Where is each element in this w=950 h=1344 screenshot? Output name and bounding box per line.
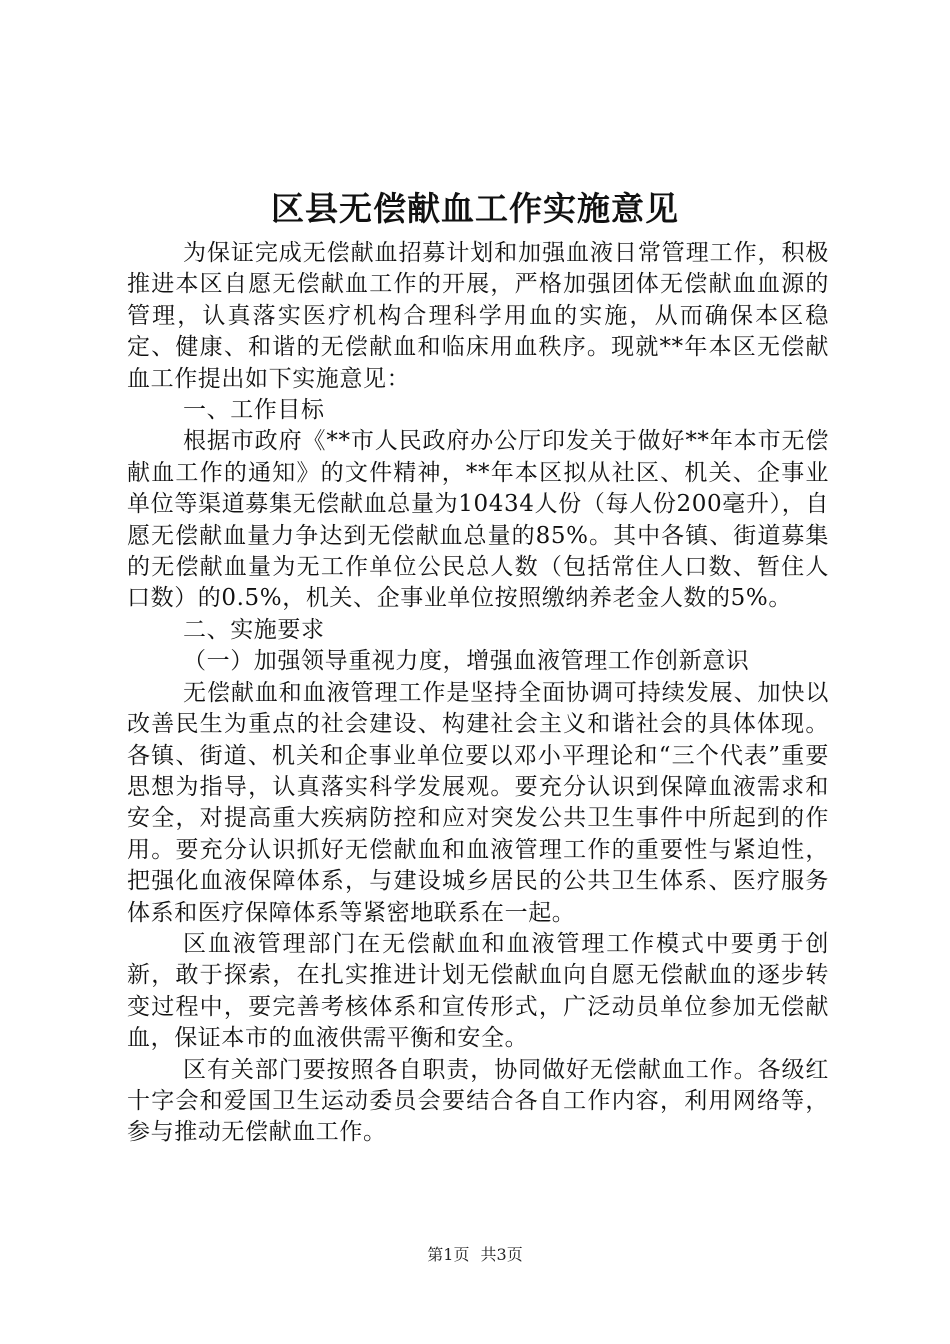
page-total: 共3页 <box>480 1245 523 1264</box>
document-title: 区县无偿献血工作实施意见 <box>271 189 679 228</box>
subsection-heading-leadership: （一）加强领导重视力度，增强血液管理工作创新意识 <box>183 648 750 675</box>
document-body <box>127 238 829 1149</box>
leadership-paragraph: 无偿献血和血液管理工作是坚持全面协调可持续发展、加快以改善民生为重点的社会建设、构建社会主义和谐社会的具体体现。各镇、街道、机关和企事业单位要以邓小平理论和“三个代表”重要思想为指导，认真落实科学发展观。要充分认识到保障血液需求和安全，对提高重大疾病防控和应对突发公共卫生事件中所起到的作用。要充分认识抓好无偿献血和血液管理工作的重要性与紧迫性，把强化血液保障体系，与建设城乡居民的公共卫生体系、医疗服务体系和医疗保障体系等紧密地联系在一起。 <box>127 679 829 926</box>
departments-paragraph: 区有关部门要按照各自职责，协同做好无偿献血工作。各级红十字会和爱国卫生运动委员会要结合各自工作内容，利用网络等，参与推动无偿献血工作。 <box>127 1056 829 1146</box>
page-number: 第1页 <box>427 1245 470 1264</box>
intro-paragraph: 为保证完成无偿献血招募计划和加强血液日常管理工作，积极推进本区自愿无偿献血工作的开展，严格加强团体无偿献血血源的管理，认真落实医疗机构合理科学用血的实施，从而确保本区稳定、健康、和谐的无偿献血和临床用血秩序。现就**年本区无偿献血工作提出如下实施意见： <box>127 240 829 392</box>
page-footer <box>0 1244 950 1266</box>
goals-paragraph: 根据市政府《**市人民政府办公厅印发关于做好**年本市无偿献血工作的通知》的文件精神，**年本区拟从社区、机关、企事业单位等渠道募集无偿献血总量为10434人份（每人份200毫升），自愿无偿献血量力争达到无偿献血总量的85%。其中各镇、街道募集的无偿献血量为无工作单位公民总人数（包括常住人口数、暂住人口数）的0.5%，机关、企事业单位按照缴纳养老金人数的5%。 <box>127 428 829 612</box>
section-heading-requirements: 二、实施要求 <box>183 616 325 643</box>
innovation-paragraph: 区血液管理部门在无偿献血和血液管理工作模式中要勇于创新，敢于探索，在扎实推进计划无偿献血向自愿无偿献血的逐步转变过程中，要完善考核体系和宣传形式，广泛动员单位参加无偿献血，保证本市的血液供需平衡和安全。 <box>127 930 829 1052</box>
section-heading-goals: 一、工作目标 <box>183 397 325 424</box>
